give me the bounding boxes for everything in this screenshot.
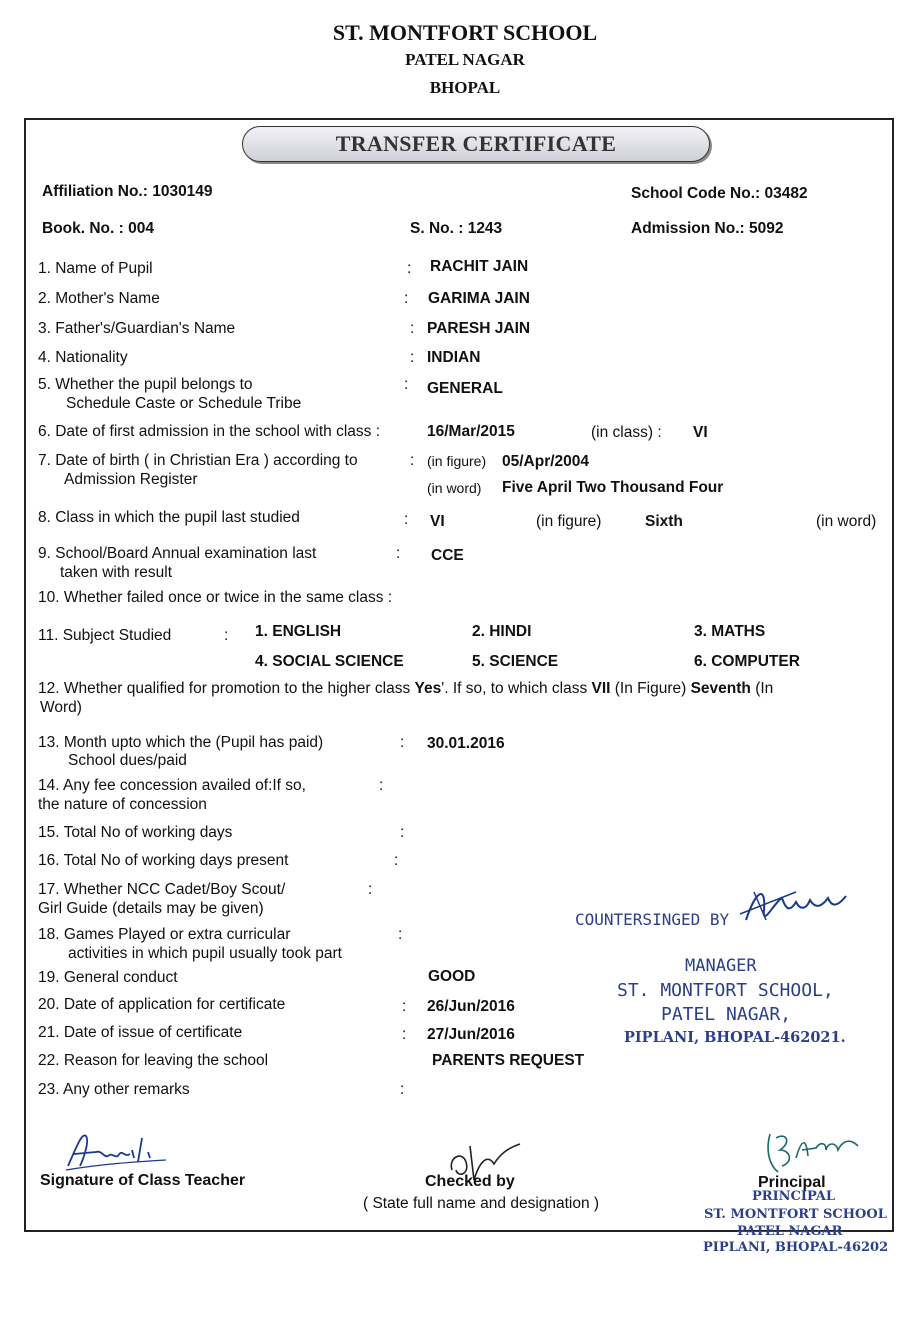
- field-12-text: 12. Whether qualified for promotion to the higher class: [38, 680, 415, 697]
- colon: :: [404, 376, 409, 393]
- field-16-label: 16. Total No of working days present: [38, 852, 289, 869]
- serial-no: S. No. : 1243: [410, 220, 503, 237]
- field-3-label: 3. Father's/Guardian's Name: [38, 320, 236, 337]
- colon: :: [396, 545, 401, 562]
- field-4-label: 4. Nationality: [38, 349, 128, 366]
- colon: :: [400, 824, 405, 841]
- checked-by-note: ( State full name and designation ): [363, 1195, 600, 1212]
- field-5-value: GENERAL: [427, 380, 503, 397]
- colon: :: [404, 511, 409, 528]
- field-9-label-cont: taken with result: [60, 564, 172, 581]
- field-17-label-cont: Girl Guide (details may be given): [38, 900, 264, 917]
- principal-stamp-address: PIPLANI, BHOPAL-46202: [703, 1240, 889, 1255]
- field-8-figure: VI: [430, 513, 445, 530]
- colon: :: [404, 290, 409, 307]
- school-city: BHOPAL: [429, 78, 501, 97]
- field-12-class: VII: [591, 680, 611, 697]
- teacher-signature: [62, 1128, 172, 1174]
- field-19-label: 19. General conduct: [38, 969, 178, 986]
- field-20-value: 26/Jun/2016: [427, 998, 515, 1015]
- school-code: School Code No.: 03482: [631, 185, 808, 202]
- principal-label: Principal: [758, 1174, 826, 1191]
- school-name: ST. MONTFORT SCHOOL: [332, 20, 598, 45]
- field-12-line: [38, 680, 773, 698]
- field-12-text2: '. If so, to which class: [441, 680, 592, 697]
- field-7-word: Five April Two Thousand Four: [502, 479, 724, 496]
- field-12-line2: Word): [40, 699, 82, 716]
- field-18-label: 18. Games Played or extra curricular: [38, 926, 291, 943]
- field-12-text4: (In: [750, 680, 774, 697]
- field-18-label-cont: activities in which pupil usually took part: [68, 945, 342, 962]
- manager-signature: [736, 880, 858, 932]
- countersigned-text: COUNTERSINGED BY: [575, 910, 730, 929]
- field-8-label: 8. Class in which the pupil last studied: [38, 509, 300, 526]
- field-1-label: 1. Name of Pupil: [38, 260, 153, 277]
- colon: :: [398, 926, 403, 943]
- field-8-word: Sixth: [645, 513, 683, 530]
- subject-5: 5. SCIENCE: [472, 653, 559, 670]
- field-13-value: 30.01.2016: [427, 735, 505, 752]
- subject-3: 3. MATHS: [694, 623, 766, 640]
- field-5-label: 5. Whether the pupil belongs to: [38, 376, 253, 393]
- field-14-label: 14. Any fee concession availed of:If so,: [38, 777, 306, 794]
- field-9-value: CCE: [431, 547, 464, 564]
- colon: :: [402, 998, 407, 1015]
- affiliation-no: Affiliation No.: 1030149: [42, 183, 213, 200]
- colon: :: [402, 1026, 407, 1043]
- colon: :: [410, 349, 415, 366]
- field-5-label-cont: Schedule Caste or Schedule Tribe: [66, 395, 302, 412]
- field-21-value: 27/Jun/2016: [427, 1026, 515, 1043]
- field-11-label: 11. Subject Studied: [38, 627, 172, 644]
- field-19-value: GOOD: [428, 968, 476, 985]
- field-10-label: 10. Whether failed once or twice in the same class :: [38, 589, 393, 606]
- manager-stamp-address: PIPLANI, BHOPAL-462021.: [624, 1029, 846, 1046]
- field-13-label: 13. Month upto which the (Pupil has paid): [38, 734, 324, 751]
- field-15-label: 15. Total No of working days: [38, 824, 233, 841]
- colon: :: [394, 852, 399, 869]
- field-6-label: 6. Date of first admission in the school with class :: [38, 423, 381, 440]
- book-no: Book. No. : 004: [42, 220, 154, 237]
- subject-2: 2. HINDI: [472, 623, 532, 640]
- field-7-label-cont: Admission Register: [64, 471, 198, 488]
- field-22-label: 22. Reason for leaving the school: [38, 1052, 269, 1069]
- field-12-text3: (In Figure): [610, 680, 691, 697]
- field-6-value: 16/Mar/2015: [427, 423, 515, 440]
- colon: :: [379, 777, 384, 794]
- manager-stamp-school: ST. MONTFORT SCHOOL,: [617, 980, 834, 1001]
- colon: :: [407, 260, 412, 277]
- field-8-infig: (in figure): [536, 513, 602, 530]
- field-14-label-cont: the nature of concession: [38, 796, 207, 813]
- field-9-label: 9. School/Board Annual examination last: [38, 545, 317, 562]
- subject-6: 6. COMPUTER: [694, 653, 800, 670]
- field-7-label: 7. Date of birth ( in Christian Era ) according to: [38, 452, 358, 469]
- field-1-value: RACHIT JAIN: [430, 258, 529, 275]
- title-banner: [242, 126, 710, 162]
- certificate-title: TRANSFER CERTIFICATE: [335, 131, 617, 156]
- colon: :: [224, 627, 229, 644]
- class-teacher-signature-label: Signature of Class Teacher: [40, 1172, 246, 1189]
- field-12-word: Seventh: [690, 680, 751, 697]
- colon: :: [410, 320, 415, 337]
- admission-no: Admission No.: 5092: [631, 220, 784, 237]
- colon: :: [400, 1081, 405, 1098]
- colon: :: [368, 881, 373, 898]
- field-7-figure: 05/Apr/2004: [502, 453, 590, 470]
- subject-1: 1. ENGLISH: [255, 623, 342, 640]
- principal-stamp-school: ST. MONTFORT SCHOOL: [704, 1207, 887, 1222]
- field-17-label: 17. Whether NCC Cadet/Boy Scout/: [38, 881, 286, 898]
- principal-stamp-title: PRINCIPAL: [752, 1189, 836, 1204]
- colon: :: [400, 734, 405, 751]
- field-2-value: GARIMA JAIN: [428, 290, 530, 307]
- field-23-label: 23. Any other remarks: [38, 1081, 190, 1098]
- field-8-inword: (in word): [816, 513, 877, 530]
- field-6-class: VI: [693, 424, 708, 441]
- field-2-label: 2. Mother's Name: [38, 290, 160, 307]
- manager-stamp-title: MANAGER: [685, 956, 757, 976]
- field-22-value: PARENTS REQUEST: [432, 1052, 585, 1069]
- school-area: PATEL NAGAR: [405, 50, 525, 69]
- field-12-yes: Yes: [414, 680, 442, 697]
- principal-stamp-area: PATEL NAGAR: [737, 1224, 843, 1239]
- checked-by-label: Checked by: [425, 1173, 515, 1190]
- field-21-label: 21. Date of issue of certificate: [38, 1024, 243, 1041]
- field-7-infig: (in figure): [427, 453, 487, 469]
- field-13-label-cont: School dues/paid: [68, 752, 187, 769]
- subject-4: 4. SOCIAL SCIENCE: [255, 653, 404, 670]
- colon: :: [410, 452, 415, 469]
- field-3-value: PARESH JAIN: [427, 320, 531, 337]
- field-7-inword: (in word): [427, 480, 482, 496]
- field-20-label: 20. Date of application for certificate: [38, 996, 286, 1013]
- manager-stamp-area: PATEL NAGAR,: [661, 1004, 792, 1025]
- field-4-value: INDIAN: [427, 349, 481, 366]
- field-6-inclass: (in class) :: [591, 424, 662, 441]
